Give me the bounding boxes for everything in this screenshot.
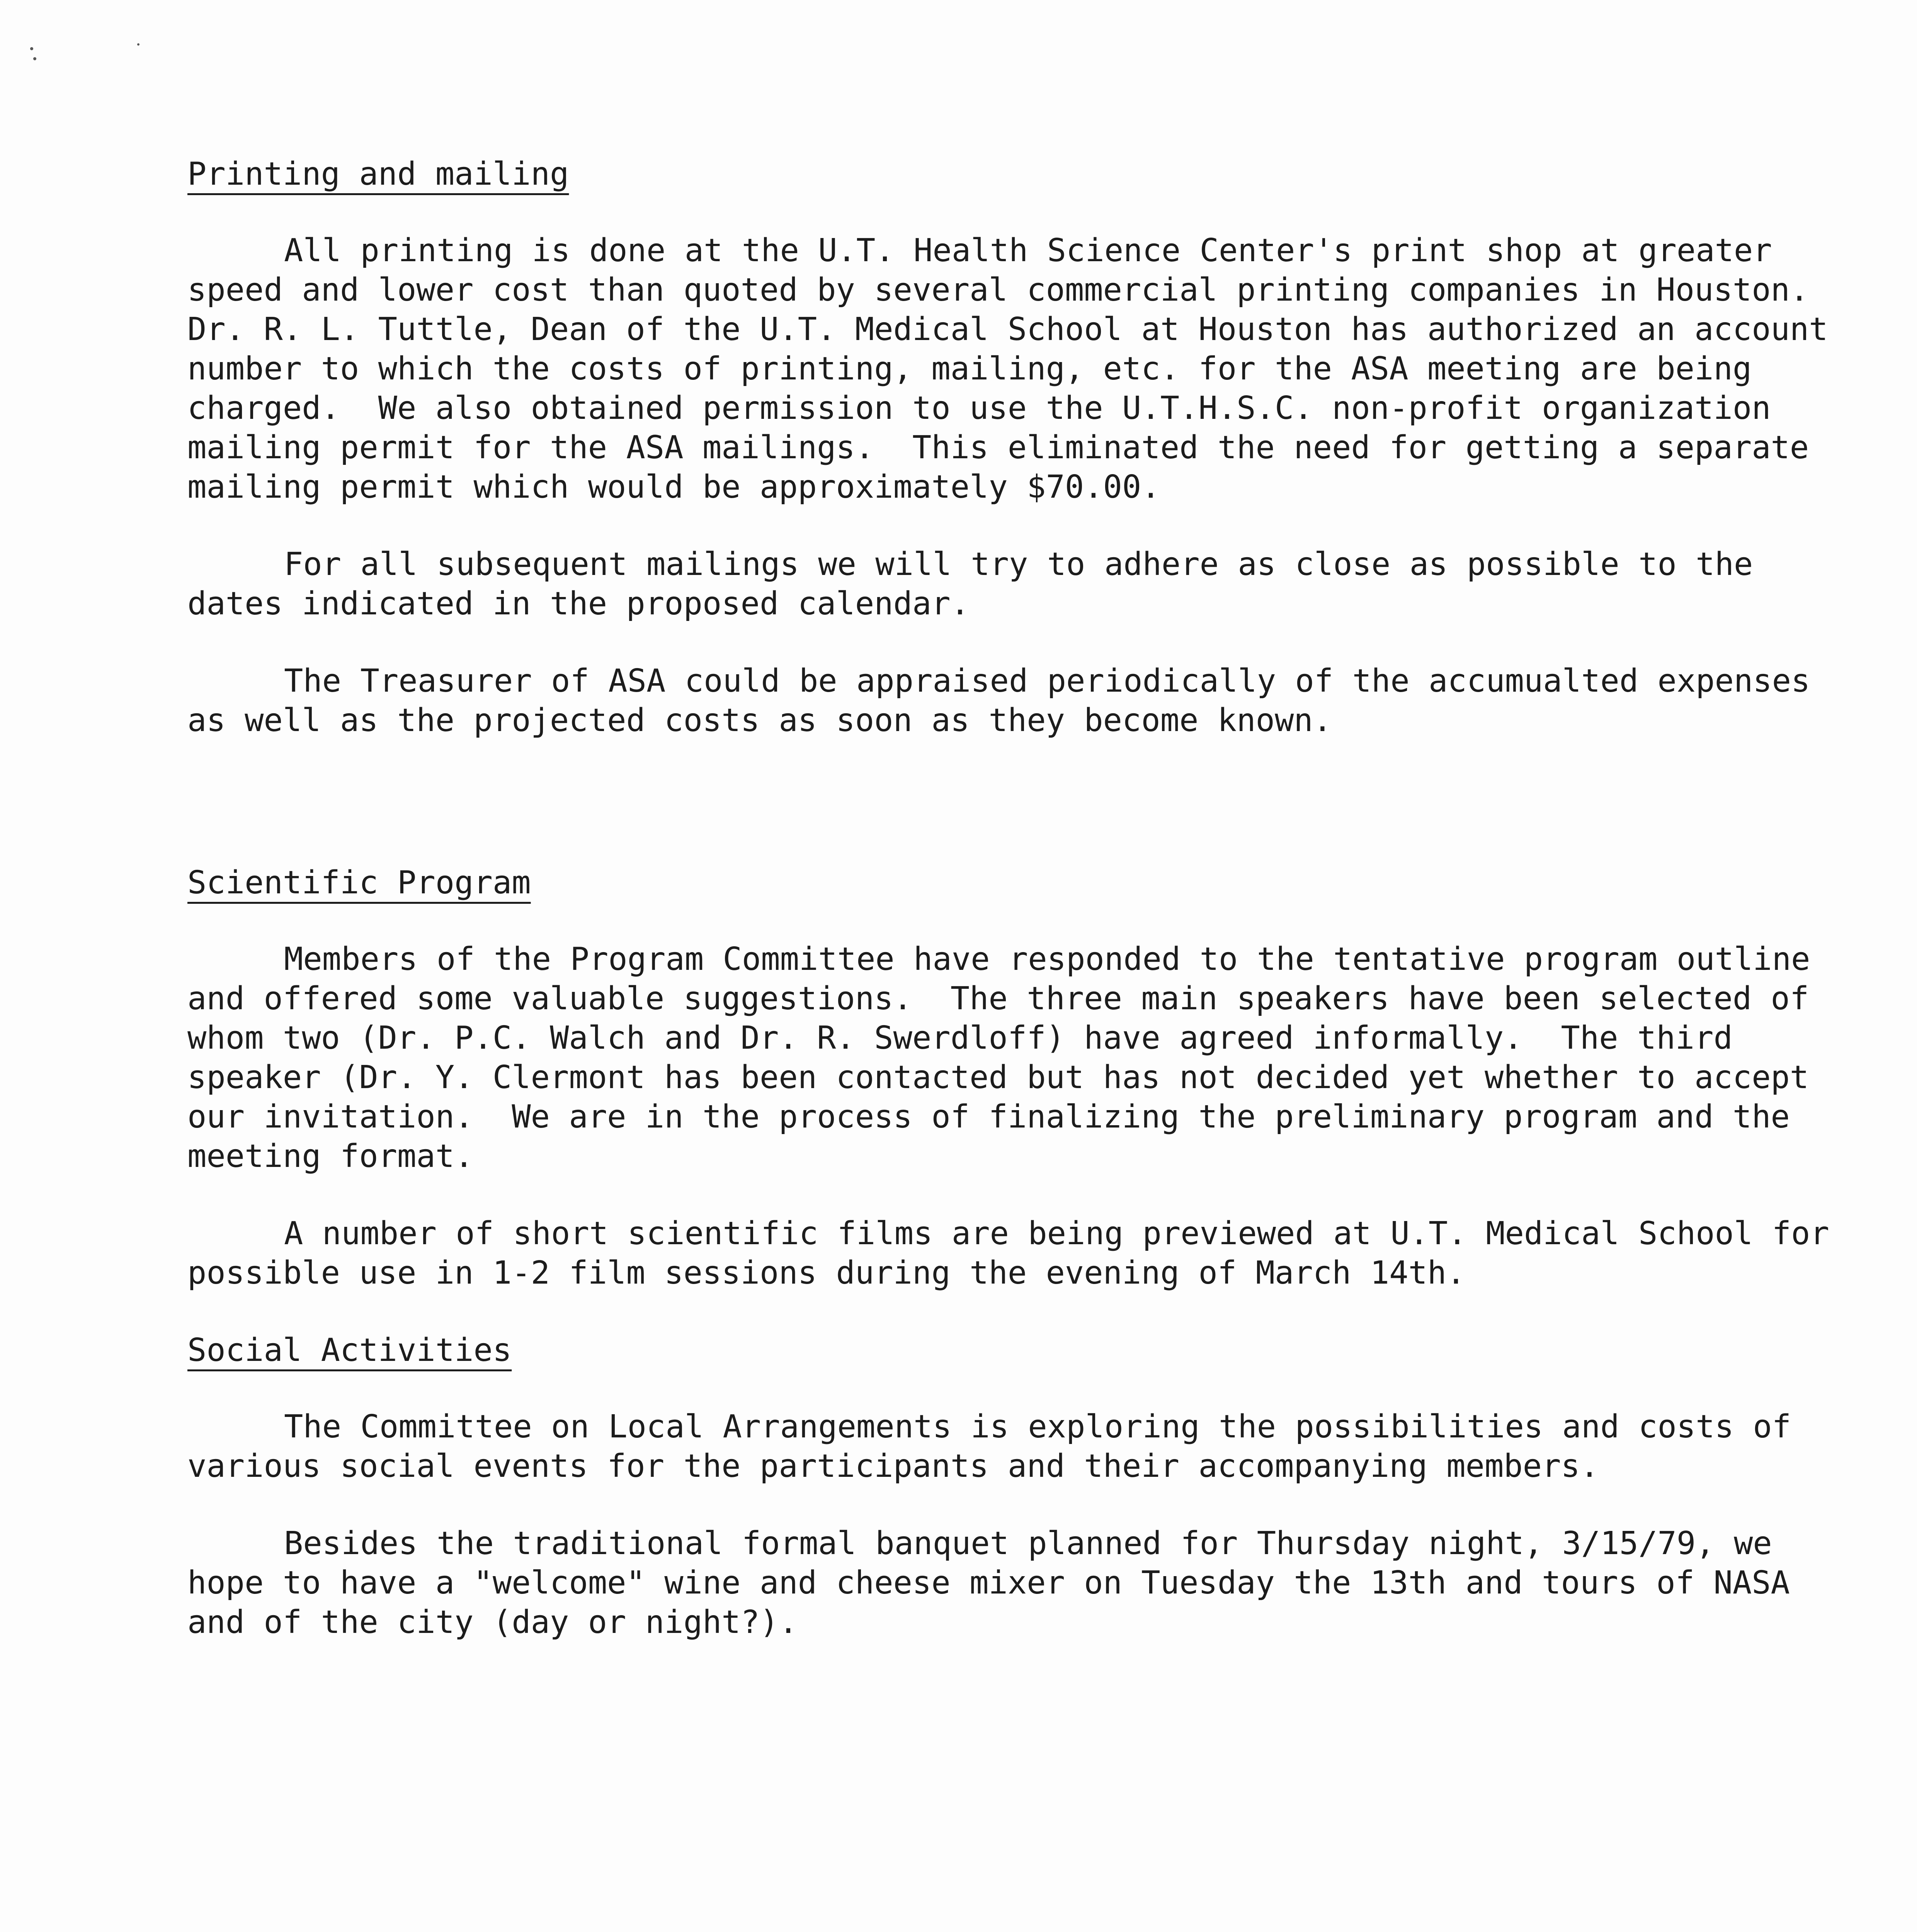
scan-speck	[33, 57, 36, 60]
section-heading: Social Activities	[187, 1332, 512, 1369]
paragraph: For all subsequent mailings we will try to adhere as close as possible to the dates indicated in the proposed calendar.	[187, 546, 1772, 622]
paragraph: Members of the Program Committee have responded to the tentative program outline and offered some valuable suggestions. The three main speakers have been selected of whom two (Dr. P.C. Walch and Dr. R. Swerdloff) have agreed informally. The third speaker (Dr. Y. Clermont has been contacted but has not decided yet whether to accept our invitation. We are in the process of finalizing the preliminary program and the meeting format.	[187, 941, 1829, 1175]
section-printing-and-mailing	[187, 155, 1847, 740]
paragraph: The Committee on Local Arrangements is exploring the possibilities and costs of various social events for the participants and their accompanying members.	[187, 1408, 1810, 1485]
document-body	[187, 155, 1849, 1680]
section-heading: Printing and mailing	[187, 156, 569, 192]
section-social-activities	[187, 1331, 1830, 1642]
spacer	[187, 778, 1830, 863]
paragraph: A number of short scientific films are being previewed at U.T. Medical School for possible use in 1-2 film sessions during the evening of March 14th.	[187, 1215, 1849, 1291]
scan-speck	[137, 43, 139, 46]
paragraph: Besides the traditional formal banquet planned for Thursday night, 3/15/79, we hope to have a "welcome" wine and cheese mixer on Tuesday the 13th and tours of NASA and of the city (day or night?).	[187, 1525, 1809, 1641]
paragraph: All printing is done at the U.T. Health Science Center's print shop at greater speed and lower cost than quoted by several commercial printing companies in Houston. Dr. R. L. Tuttle, Dean of the U.T. Medical School at Houston has authorized an account number to which the costs of printing, mailing, etc. for the ASA meeting are being charged. We also obtained permission to use the U.T.H.S.C. non-profit organization mailing permit for the ASA mailings. This eliminated the need for getting a separate mailing permit which would be approximately $70.00.	[187, 232, 1847, 505]
section-heading: Scientific Program	[187, 864, 531, 901]
section-scientific-program	[187, 863, 1849, 1293]
paragraph: The Treasurer of ASA could be appraised periodically of the accumualted expenses as well as the projected costs as soon as they become known.	[187, 663, 1829, 739]
scan-speck	[30, 47, 33, 50]
